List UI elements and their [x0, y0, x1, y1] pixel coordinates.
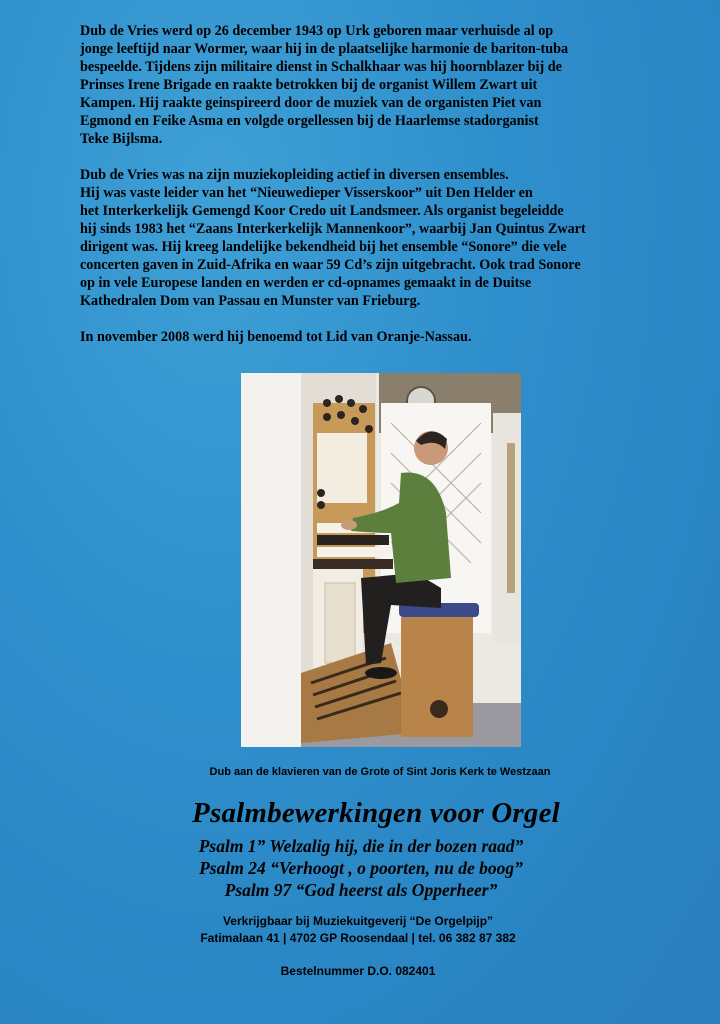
bio-line: jonge leeftijd naar Wormer, waar hij in de plaatselijke harmonie de bariton-tuba — [80, 41, 569, 57]
bio-paragraph-2 — [80, 166, 660, 310]
order-number: Bestelnummer D.O. 082401 — [280, 964, 436, 978]
organist-at-console-image — [241, 373, 521, 747]
psalm-item: Psalm 1” Welzalig hij, die in der bozen raad” — [198, 836, 524, 856]
bio-line: Teke Bijlsma. — [80, 131, 163, 147]
bio-line: Kathedralen Dom van Passau en Munster van Frieburg. — [80, 293, 421, 309]
bio-line: op in vele Europese landen en werden er cd-opnames gemaakt in de Duitse — [80, 275, 532, 291]
bio-line: Dub de Vries was na zijn muziekopleiding actief in diversen ensembles. — [80, 167, 509, 183]
bio-line: Dub de Vries werd op 26 december 1943 op Urk geboren maar verhuisde al op — [80, 23, 554, 39]
psalm-item: Psalm 24 “Verhoogt , o poorten, nu de boog” — [199, 858, 523, 878]
publication-title: Psalmbewerkingen voor Orgel — [192, 797, 560, 829]
bio-line: Kampen. Hij raakte geinspireerd door de muziek van de organisten Piet van — [80, 95, 542, 111]
bio-paragraph-1 — [80, 22, 660, 148]
publisher-info — [0, 913, 716, 947]
bio-line: Prinses Irene Brigade en raakte betrokken bij de organist Willem Zwart uit — [80, 77, 538, 93]
bio-line: dirigent was. Hij kreeg landelijke bekendheid bij het ensemble “Sonore” die vele — [80, 239, 567, 255]
psalm-item: Psalm 97 “God heerst als Opperheer” — [224, 880, 498, 900]
bio-line: het Interkerkelijk Gemengd Koor Credo uit Landsmeer. Als organist begeleidde — [80, 203, 564, 219]
publisher-line: Verkrijgbaar bij Muziekuitgeverij “De Orgelpijp” — [222, 914, 494, 928]
bio-line: concerten gaven in Zuid-Afrika en waar 59 Cd’s zijn uitgebracht. Ook trad Sonore — [80, 257, 581, 273]
photo-caption: Dub aan de klavieren van de Grote of Sint Joris Kerk te Westzaan — [209, 766, 551, 778]
bio-line: hij sinds 1983 het “Zaans Interkerkelijk Mannenkoor”, waarbij Jan Quintus Zwart — [80, 221, 586, 237]
bio-line: bespeelde. Tijdens zijn militaire dienst in Schalkhaar was hij hoornblazer bij de — [80, 59, 562, 75]
biography — [80, 22, 660, 364]
bio-line: Hij was vaste leider van het “Nieuwedieper Visserskoor” uit Den Helder en — [80, 185, 533, 201]
bio-line: In november 2008 werd hij benoemd tot Lid van Oranje-Nassau. — [80, 329, 472, 345]
bio-paragraph-3 — [80, 328, 660, 346]
bio-line: Egmond en Feike Asma en volgde orgellessen bij de Haarlemse stadorganist — [80, 113, 539, 129]
organ-photo — [241, 373, 521, 747]
publisher-address: Fatimalaan 41 | 4702 GP Roosendaal | tel. 06 382 87 382 — [200, 931, 516, 945]
psalm-list — [0, 835, 720, 901]
